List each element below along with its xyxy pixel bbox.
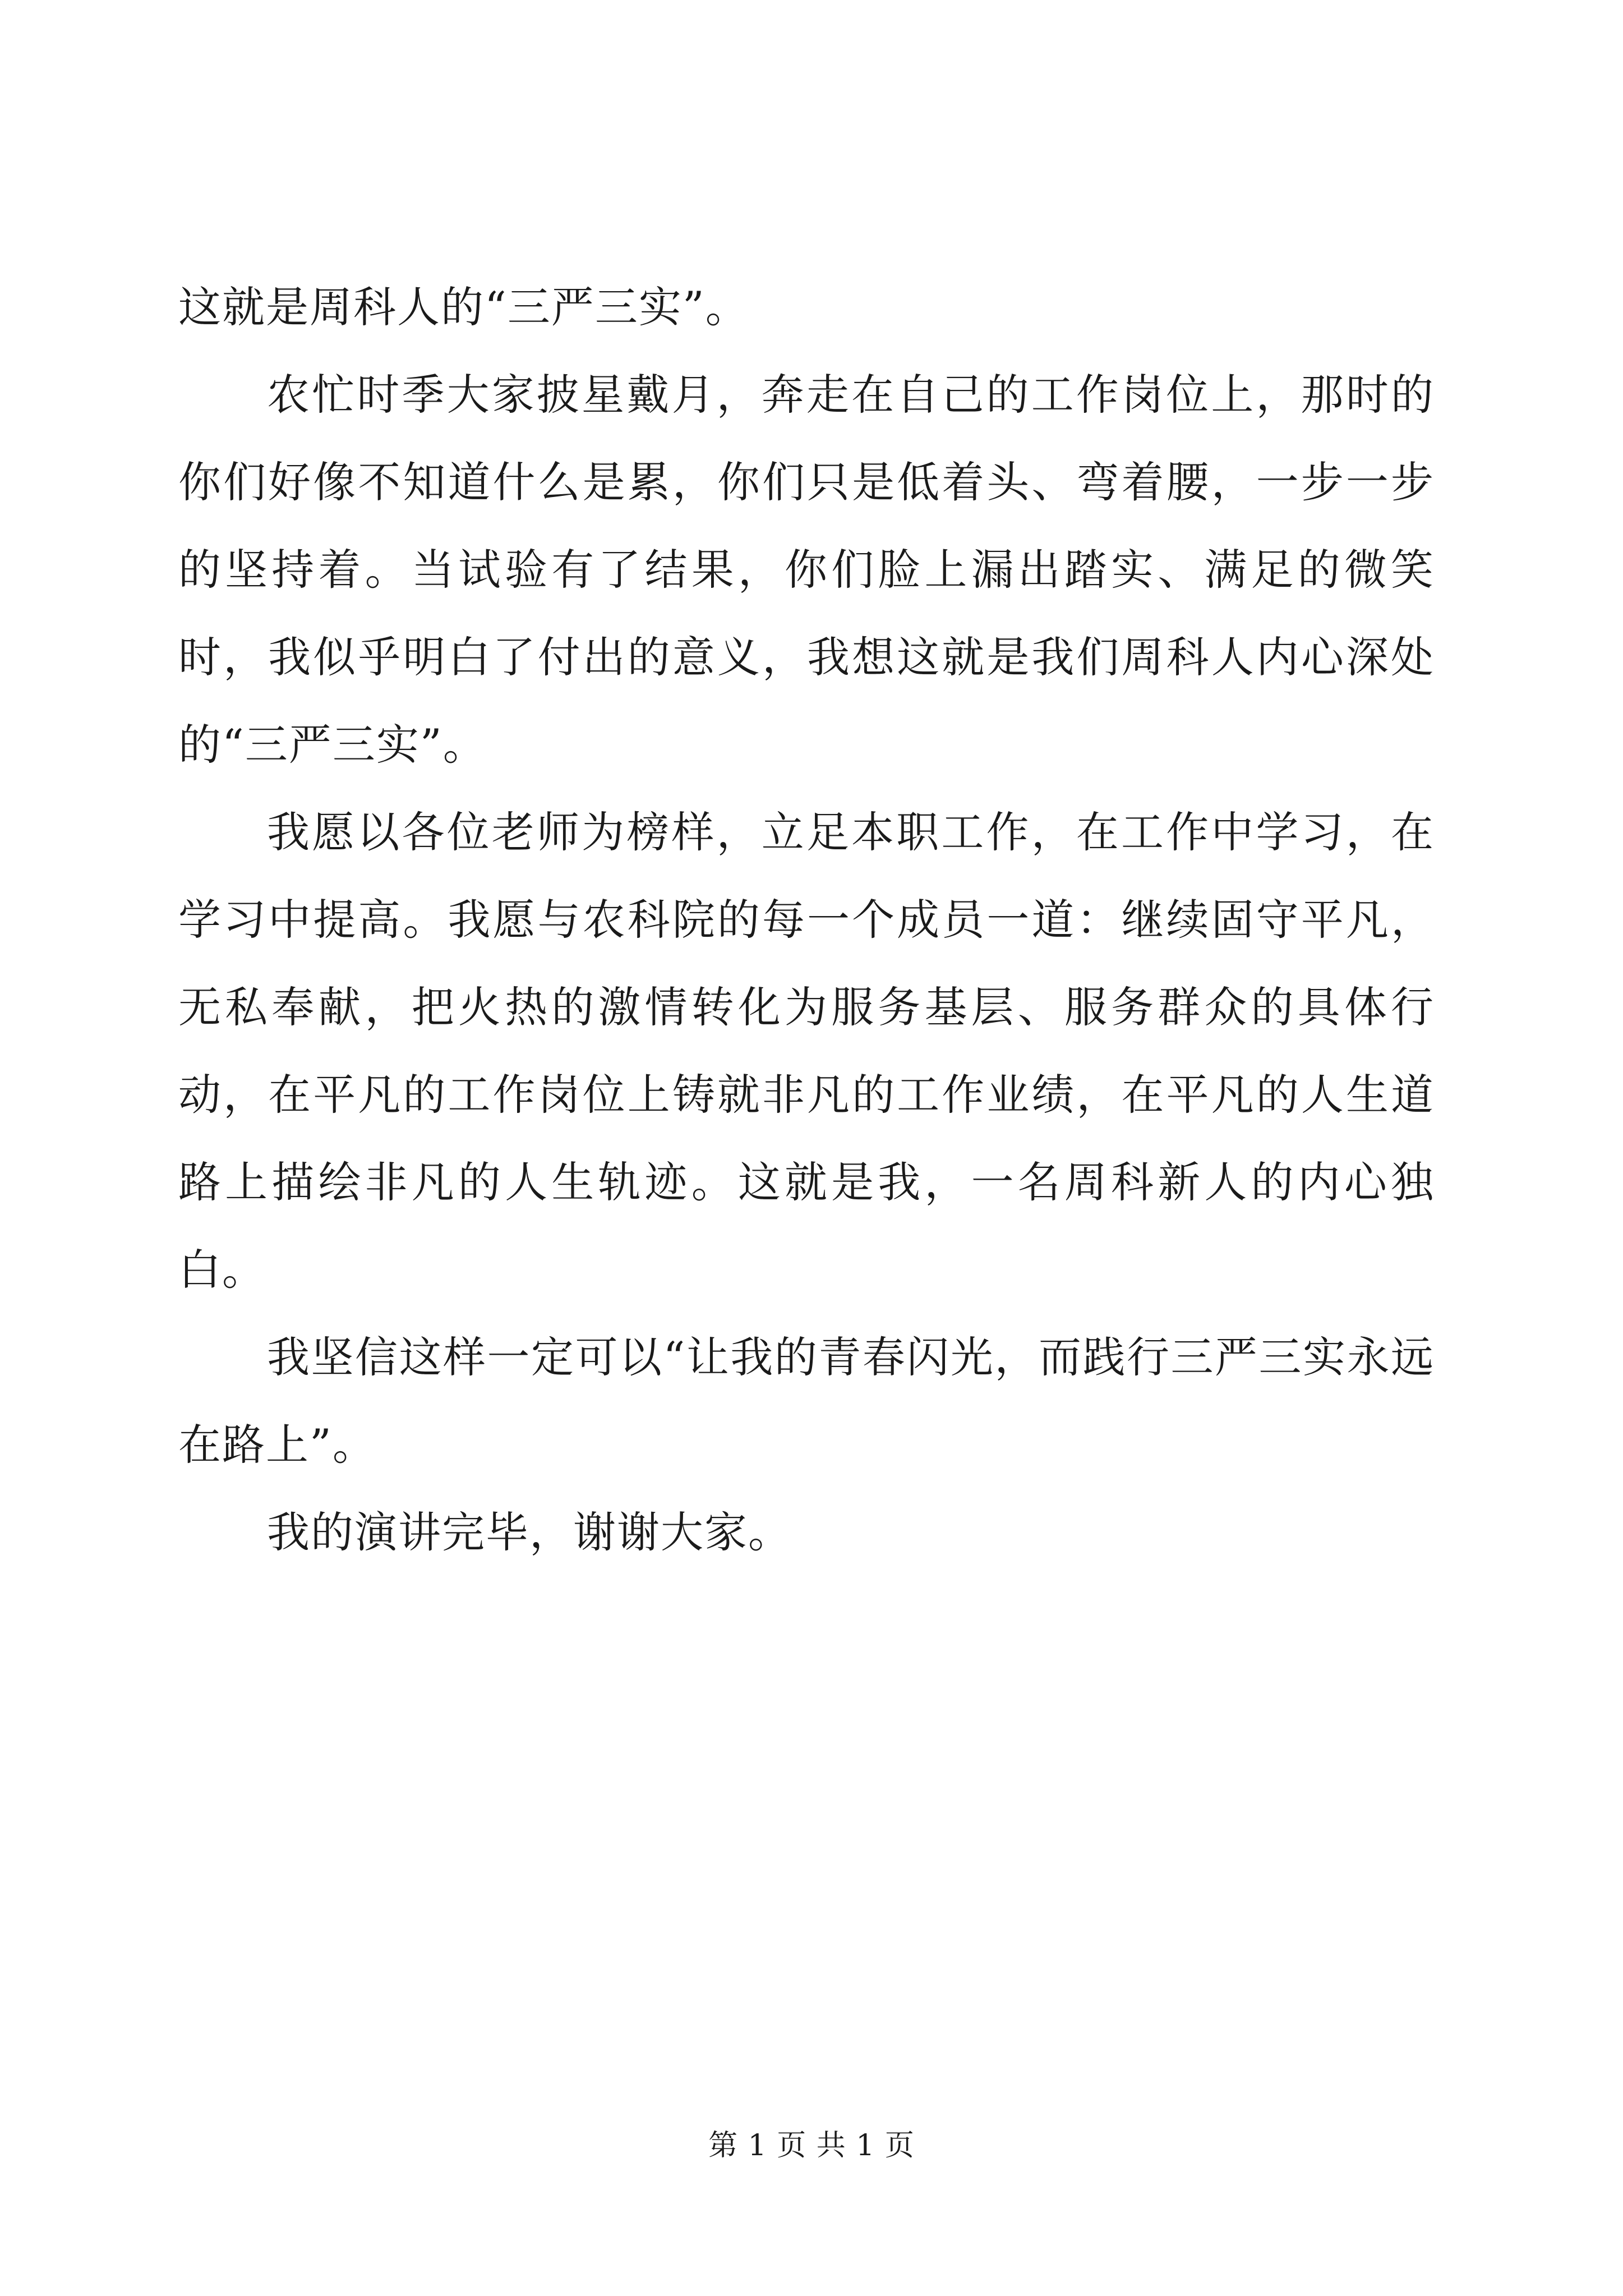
paragraph-commitment: 我愿以各位老师为榜样，立足本职工作，在工作中学习，在学习中提高。我愿与农科院的每一个成员一道：继续固守平凡，无私奉献，把火热的激情转化为服务基层、服务群众的具体行动，在平凡的工作岗位上铸就非凡的工作业绩，在平凡的人生道路上描绘非凡的人生轨迹。这就是我，一名周科新人的内心独白。 bbox=[178, 807, 1435, 1295]
document-body bbox=[178, 264, 1435, 1576]
paragraph-farming-season: 农忙时季大家披星戴月，奔走在自己的工作岗位上，那时的你们好像不知道什么是累，你们只是低着头、弯着腰，一步一步的坚持着。当试验有了结果，你们脸上漏出踏实、满足的微笑时，我似乎明白了付出的意义，我想这就是我们周科人内心深处的“三严三实”。 bbox=[178, 370, 1435, 770]
paragraph-closing: 我的演讲完毕，谢谢大家。 bbox=[267, 1507, 792, 1557]
paragraph-belief: 我坚信这样一定可以“让我的青春闪光，而践行三严三实永远在路上”。 bbox=[178, 1332, 1435, 1470]
page-number-footer: 第 1 页 共 1 页 bbox=[708, 2129, 915, 2162]
paragraph-continuation: 这就是周科人的“三严三实”。 bbox=[178, 282, 749, 332]
